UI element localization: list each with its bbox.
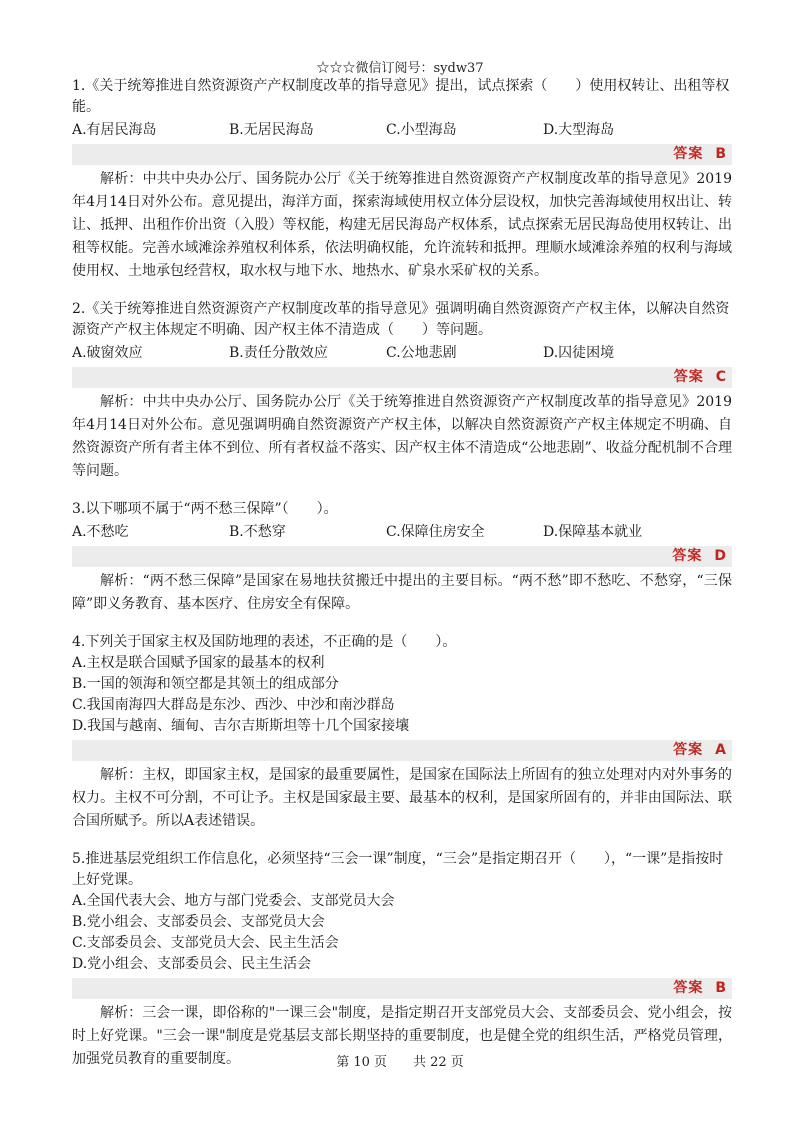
answer-label: 答案 [673, 146, 704, 162]
option-c: C.公地悲剧 [386, 345, 457, 361]
option-c: C.小型海岛 [386, 122, 457, 138]
answer-label: 答案 [672, 548, 703, 564]
answer-value: B [715, 980, 726, 996]
answer-bar [72, 740, 732, 761]
answer-value: A [715, 742, 726, 758]
question-item [72, 849, 732, 1071]
option-d: D.我国与越南、缅甸、吉尔吉斯斯坦等十几个国家接壤 [72, 718, 410, 734]
option-d: D.大型海岛 [543, 122, 615, 138]
analysis-text: 解析：中共中央办公厅、国务院办公厅《关于统筹推进自然资源资产产权制度改革的指导意见》2019年4月14日对外公布。意见强调明确自然资源资产产权主体，以解决自然资源资产产权主体规定不明确、自然资源资产所有者主体不到位、所有者权益不落实、因产权主体不清造成“公地悲剧”、收益分配机制不合理等问题。 [72, 394, 732, 479]
answer-label: 答案 [673, 369, 704, 385]
question-item [72, 632, 732, 833]
page-footer: 第 10 页 共 22 页 [336, 1055, 464, 1070]
option-c: C.保障住房安全 [386, 524, 485, 540]
option-c: C.我国南海四大群岛是东沙、西沙、中沙和南沙群岛 [72, 697, 395, 713]
answer-label: 答案 [673, 742, 704, 758]
options-row [72, 521, 732, 543]
option-b: B.党小组会、支部委员会、支部党员大会 [72, 914, 325, 930]
question-text: 1.《关于统筹推进自然资源资产产权制度改革的指导意见》提出，试点探索（ ）使用权转让、出租等权能。 [72, 78, 730, 115]
options-list [72, 653, 732, 737]
option-a: A.主权是联合国赋予国家的最基本的权利 [72, 655, 325, 671]
question-text: 3.以下哪项不属于“两不愁三保障”（ ）。 [72, 501, 338, 517]
analysis-text: 解析：“两不愁三保障”是国家在易地扶贫搬迁中提出的主要目标。“两不愁”即不愁吃、不愁穿，“三保障”即义务教育、基本医疗、住房安全有保障。 [72, 573, 732, 612]
question-text: 5.推进基层党组织工作信息化，必须坚持“三会一课”制度，“三会”是指定期召开（ ），“一课”是指按时上好党课。 [72, 851, 724, 888]
analysis-text: 解析：中共中央办公厅、国务院办公厅《关于统筹推进自然资源资产产权制度改革的指导意见》2019年4月14日对外公布。意见提出，海洋方面，探索海域使用权立体分层设权，加快完善海域使用权出让、转让、抵押、出租作价出资（入股）等权能，构建无居民海岛产权体系，试点探索无居民海岛使用权转让、出租等权能。完善水域滩涂养殖权利体系，依法明确权能，允许流转和抵押。理顺水域滩涂养殖的权利与海域使用权、土地承包经营权，取水权与地下水、地热水、矿泉水采矿权的关系。 [72, 171, 732, 279]
options-row [72, 342, 732, 364]
question-item [72, 76, 732, 283]
analysis-text: 解析：主权，即国家主权，是国家的最重要属性，是国家在国际法上所固有的独立处理对内对外事务的权力。主权不可分割，不可让予。主权是国家最主要、最基本的权利，是国家所固有的，并非由国际法、联合国所赋予。所以A表述错误。 [72, 767, 732, 829]
answer-label: 答案 [673, 980, 704, 996]
option-b: B.不愁穿 [229, 524, 286, 540]
question-item [72, 499, 732, 616]
answer-value: C [715, 369, 726, 385]
options-list [72, 891, 732, 975]
analysis-text: 解析：三会一课，即俗称的"一课三会"制度，是指定期召开支部党员大会、支部委员会、党小组会，按时上好党课。"三会一课"制度是党基层支部长期坚持的重要制度，也是健全党的组织生活，严格党员管理，加强党员教育的重要制度。 [72, 1005, 732, 1067]
answer-bar [72, 367, 732, 388]
option-d: D.党小组会、支部委员会、民主生活会 [72, 956, 312, 972]
option-a: A.全国代表大会、地方与部门党委会、支部党员大会 [72, 893, 395, 909]
option-b: B.无居民海岛 [229, 122, 314, 138]
page-header: ☆☆☆微信订阅号：sydw37 [316, 61, 484, 76]
option-d: D.保障基本就业 [543, 524, 643, 540]
question-text: 2.《关于统筹推进自然资源资产产权制度改革的指导意见》强调明确自然资源资产产权主体，以解决自然资源资产产权主体规定不明确、因产权主体不清造成（ ）等问题。 [72, 301, 730, 338]
answer-bar [72, 978, 732, 999]
answer-bar [72, 144, 732, 165]
option-d: D.囚徒困境 [543, 345, 615, 361]
option-c: C.支部委员会、支部党员大会、民主生活会 [72, 935, 339, 951]
question-item [72, 299, 732, 483]
option-a: A.破窗效应 [72, 345, 143, 361]
question-text: 4.下列关于国家主权及国防地理的表述，不正确的是（ ）。 [72, 634, 457, 650]
option-b: B.责任分散效应 [229, 345, 328, 361]
option-a: A.有居民海岛 [72, 122, 157, 138]
answer-value: D [714, 548, 726, 564]
option-b: B.一国的领海和领空都是其领土的组成部分 [72, 676, 339, 692]
answer-value: B [715, 146, 726, 162]
options-row [72, 119, 732, 141]
question-list [72, 76, 732, 1071]
option-a: A.不愁吃 [72, 524, 129, 540]
answer-bar [72, 546, 732, 567]
